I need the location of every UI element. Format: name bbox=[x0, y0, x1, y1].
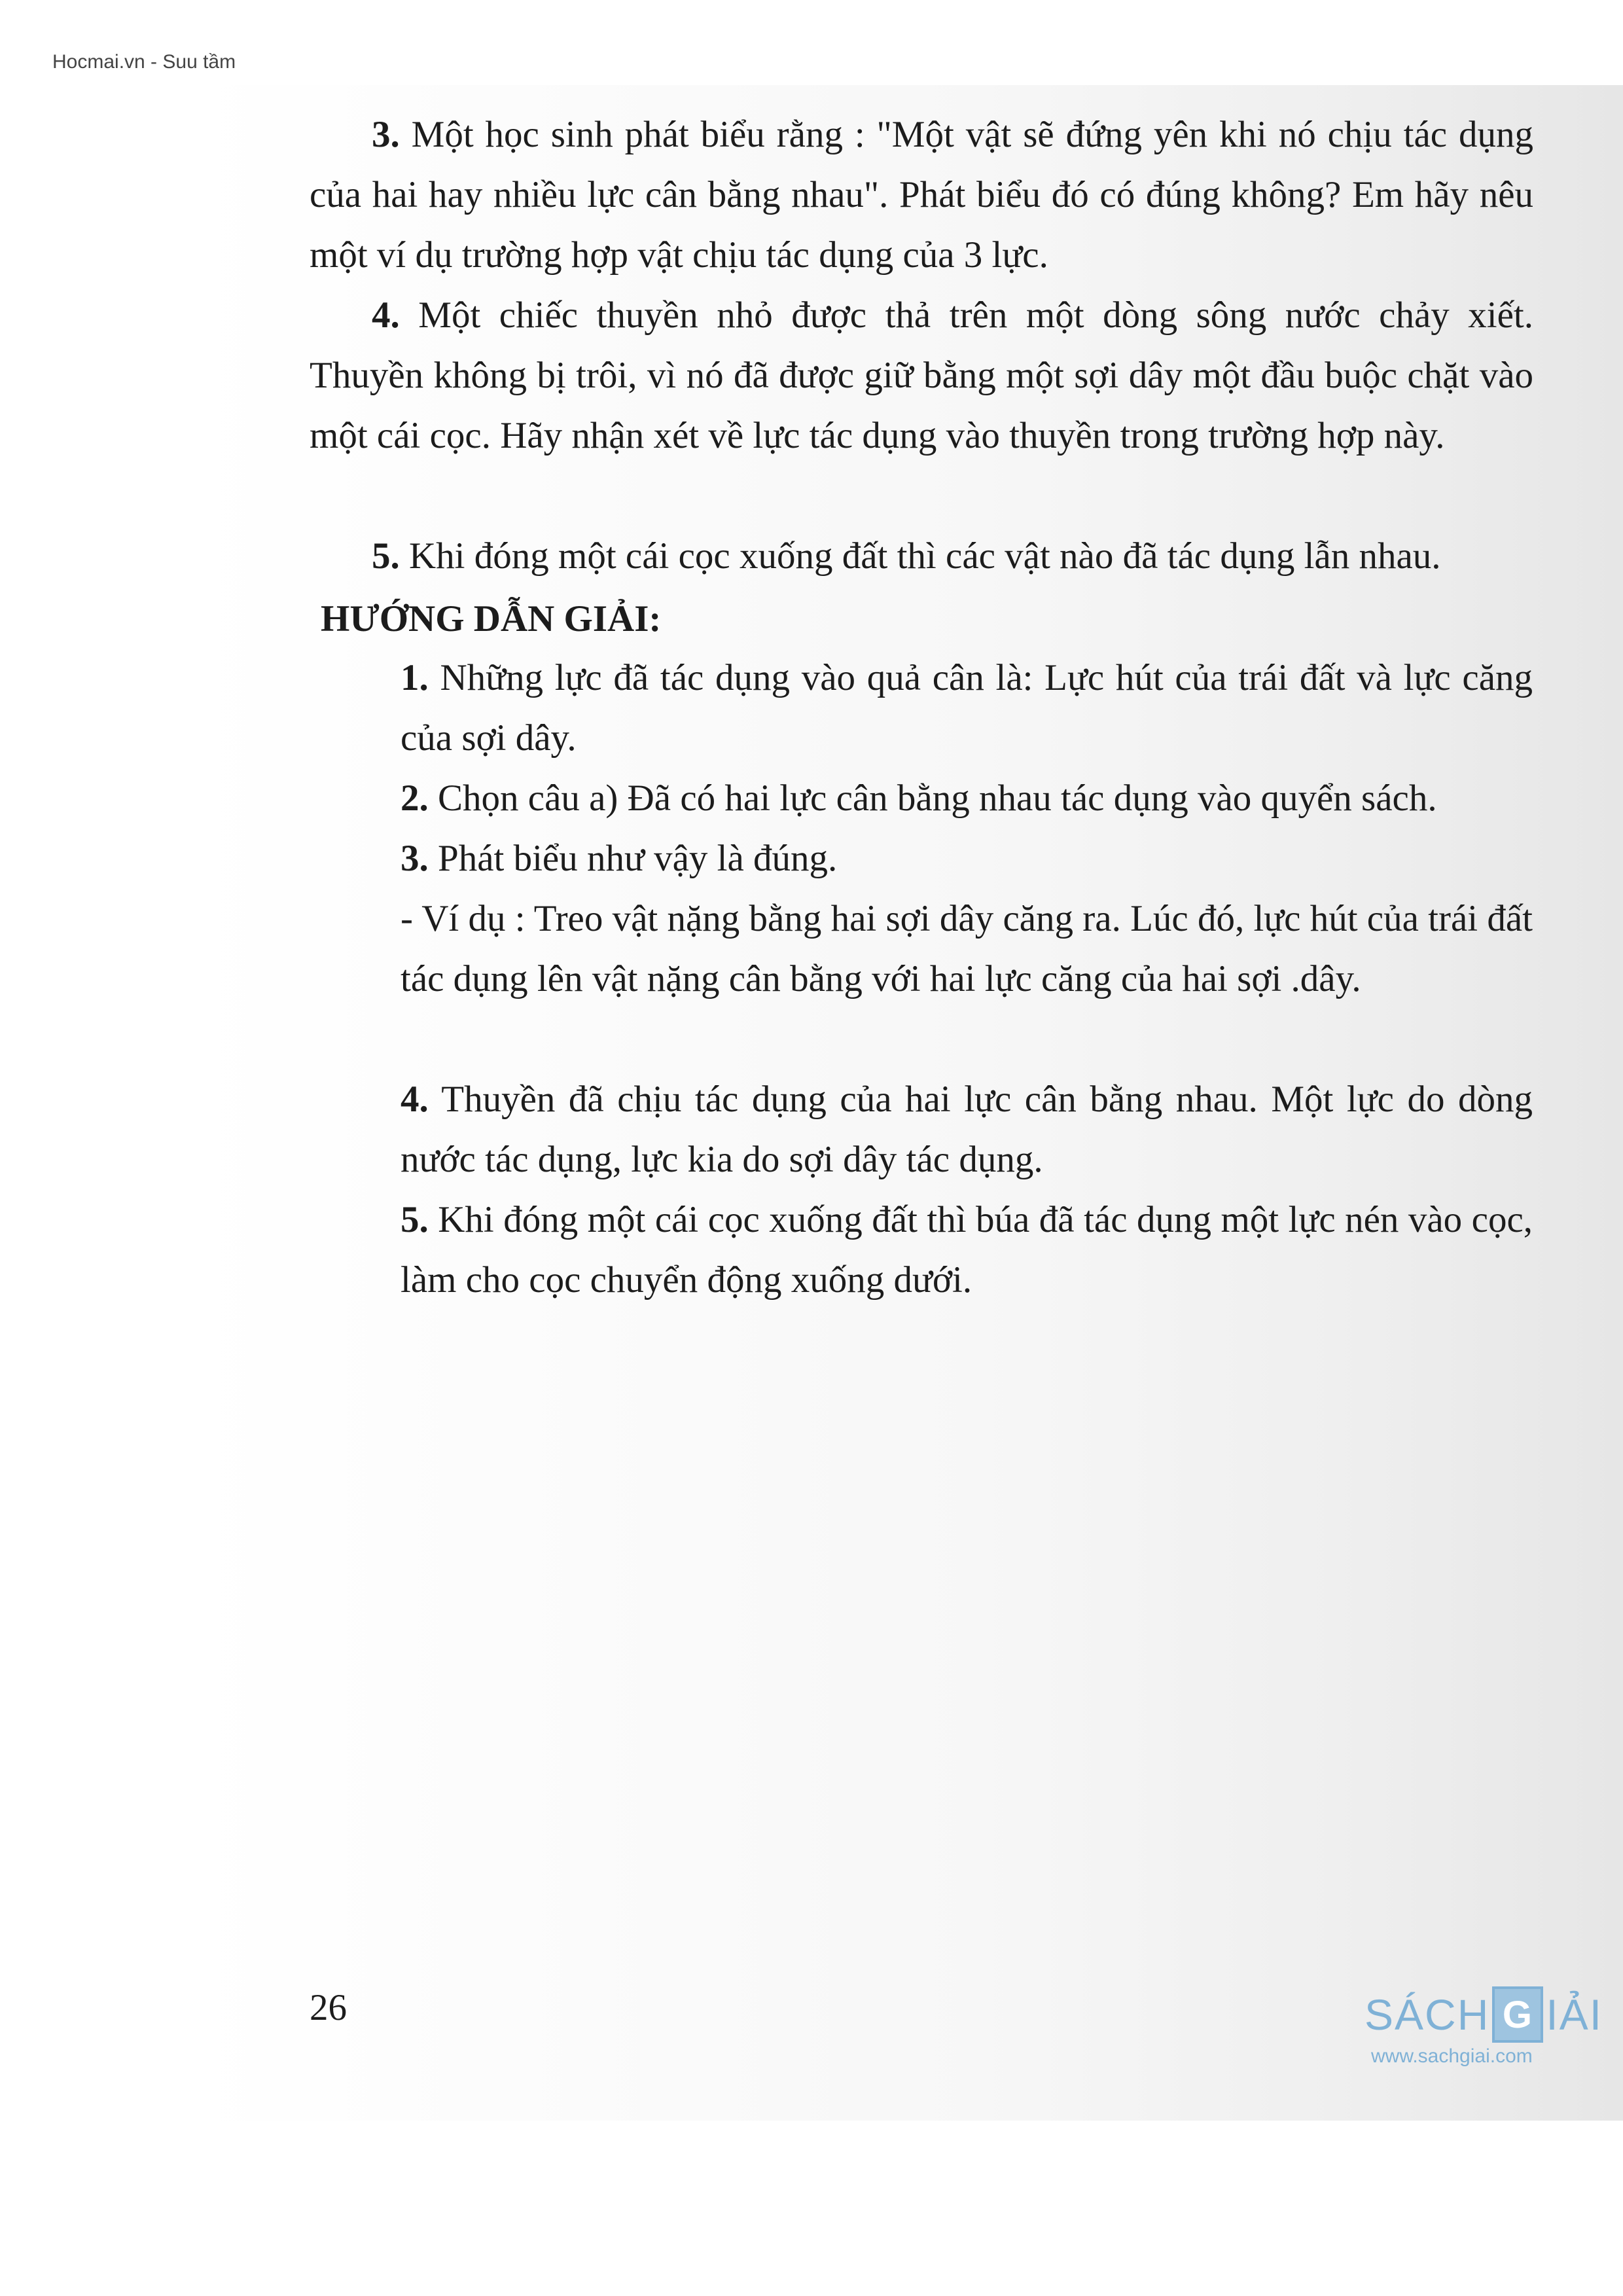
answer-number: 2. bbox=[401, 778, 429, 819]
exercise-4 bbox=[310, 285, 1533, 466]
answer-number: 4. bbox=[401, 1079, 429, 1120]
exercise-number: 4. bbox=[372, 295, 400, 336]
answer-number: 3. bbox=[401, 838, 429, 879]
answer-text: Những lực đã tác dụng vào quả cân là: Lực hút của trái đất và lực căng của sợi dây. bbox=[401, 657, 1533, 759]
answer-1 bbox=[401, 648, 1533, 768]
watermark-url: www.sachgiai.com bbox=[1371, 2045, 1533, 2067]
answer-number: 1. bbox=[401, 657, 429, 698]
answer-number: 5. bbox=[401, 1199, 429, 1240]
exercise-text: Khi đóng một cái cọc xuống đất thì các vật nào đã tác dụng lẫn nhau. bbox=[399, 535, 1441, 577]
exercise-text: Một học sinh phát biểu rằng : "Một vật sẽ đứng yên khi nó chịu tác dụng của hai hay nhiều lực cân bằng nhau". Phát biểu đó có đúng không? Em hãy nêu một ví dụ trường hợp vật chịu tác dụng của 3 lực. bbox=[310, 114, 1533, 276]
answer-text: - Ví dụ : Treo vật nặng bằng hai sợi dây căng ra. Lúc đó, lực hút của trái đất tác dụng lên vật nặng cân bằng với hai lực căng của hai sợi .dây. bbox=[401, 898, 1533, 999]
watermark-logo bbox=[1364, 1986, 1603, 2043]
watermark-brand-right: IẢI bbox=[1546, 1990, 1603, 2039]
answer-text: Chọn câu a) Đã có hai lực cân bằng nhau tác dụng vào quyển sách. bbox=[428, 778, 1437, 819]
exercise-5 bbox=[310, 526, 1533, 586]
sachgiai-watermark bbox=[1364, 1986, 1603, 2068]
page-number: 26 bbox=[310, 1987, 347, 2028]
exercise-3 bbox=[310, 105, 1533, 285]
solution-heading: HƯỚNG DẪN GIẢI: bbox=[321, 598, 662, 639]
answer-4 bbox=[401, 1069, 1533, 1190]
watermark-brand-left: SÁCH bbox=[1364, 1990, 1490, 2039]
answer-3-example bbox=[401, 889, 1533, 1009]
watermark-g-icon: G bbox=[1492, 1986, 1543, 2043]
source-note: Hocmai.vn - Suu tầm bbox=[52, 51, 236, 73]
exercise-text: Một chiếc thuyền nhỏ được thả trên một dòng sông nước chảy xiết. Thuyền không bị trôi, vì nó đã được giữ bằng một sợi dây một đầu buộc chặt vào một cái cọc. Hãy nhận xét về lực tác dụng vào thuyền trong trường hợp này. bbox=[310, 295, 1533, 456]
answer-text: Phát biểu như vậy là đúng. bbox=[428, 838, 838, 879]
exercise-number: 3. bbox=[372, 114, 400, 155]
answer-2 bbox=[401, 768, 1533, 829]
answer-text: Thuyền đã chịu tác dụng của hai lực cân bằng nhau. Một lực do dòng nước tác dụng, lực kia do sợi dây tác dụng. bbox=[401, 1079, 1533, 1180]
answer-5 bbox=[401, 1190, 1533, 1310]
answer-text: Khi đóng một cái cọc xuống đất thì búa đã tác dụng một lực nén vào cọc, làm cho cọc chuyển động xuống dưới. bbox=[401, 1199, 1533, 1300]
answer-3 bbox=[401, 829, 1533, 889]
exercise-number: 5. bbox=[372, 535, 400, 577]
